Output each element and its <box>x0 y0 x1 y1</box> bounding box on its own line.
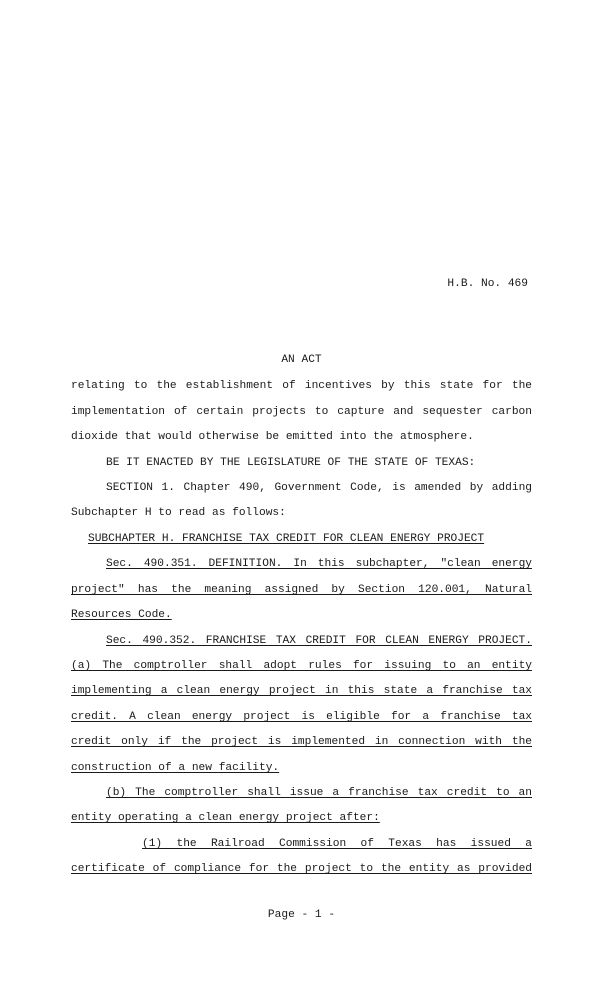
sec351-line-3: Resources Code. <box>71 609 172 621</box>
item1-line-1: (1) the Railroad Commission of Texas has issued a <box>142 838 532 850</box>
enacting-clause: BE IT ENACTED BY THE LEGISLATURE OF THE STATE OF TEXAS: <box>106 457 476 469</box>
caption-line-2: implementation of certain projects to capture and sequester carbon <box>71 406 532 418</box>
bill-number: H.B. No. 469 <box>447 278 528 290</box>
page-number: Page - 1 - <box>267 909 336 921</box>
sec352-line-1: Sec. 490.352. FRANCHISE TAX CREDIT FOR CLEAN ENERGY PROJECT. <box>106 635 532 647</box>
sec352-line-3: implementing a clean energy project in this state a franchise tax <box>71 685 532 697</box>
sec352-line-2: (a) The comptroller shall adopt rules for issuing to an entity <box>71 660 532 672</box>
item1-line-2: certificate of compliance for the project to the entity as provided <box>71 863 532 875</box>
caption-line-1: relating to the establishment of incentives by this state for the <box>71 380 532 392</box>
subsec-b-line-2: entity operating a clean energy project after: <box>71 812 380 824</box>
section1-line-1: SECTION 1. Chapter 490, Government Code, is amended by adding <box>106 482 532 494</box>
sec351-line-1: Sec. 490.351. DEFINITION. In this subchapter, "clean energy <box>106 558 532 570</box>
sec351-line-2: project" has the meaning assigned by Section 120.001, Natural <box>71 584 532 596</box>
caption-line-3: dioxide that would otherwise be emitted into the atmosphere. <box>71 431 474 443</box>
subchapter-heading: SUBCHAPTER H. FRANCHISE TAX CREDIT FOR CLEAN ENERGY PROJECT <box>88 533 485 545</box>
sec352-line-5: credit only if the project is implemented in connection with the <box>71 736 532 748</box>
sec352-line-6: construction of a new facility. <box>71 762 280 774</box>
subsec-b-line-1: (b) The comptroller shall issue a franchise tax credit to an <box>106 787 532 799</box>
act-title: AN ACT <box>281 354 322 366</box>
sec352-line-4: credit. A clean energy project is eligible for a franchise tax <box>71 711 532 723</box>
section1-line-2: Subchapter H to read as follows: <box>71 507 286 519</box>
